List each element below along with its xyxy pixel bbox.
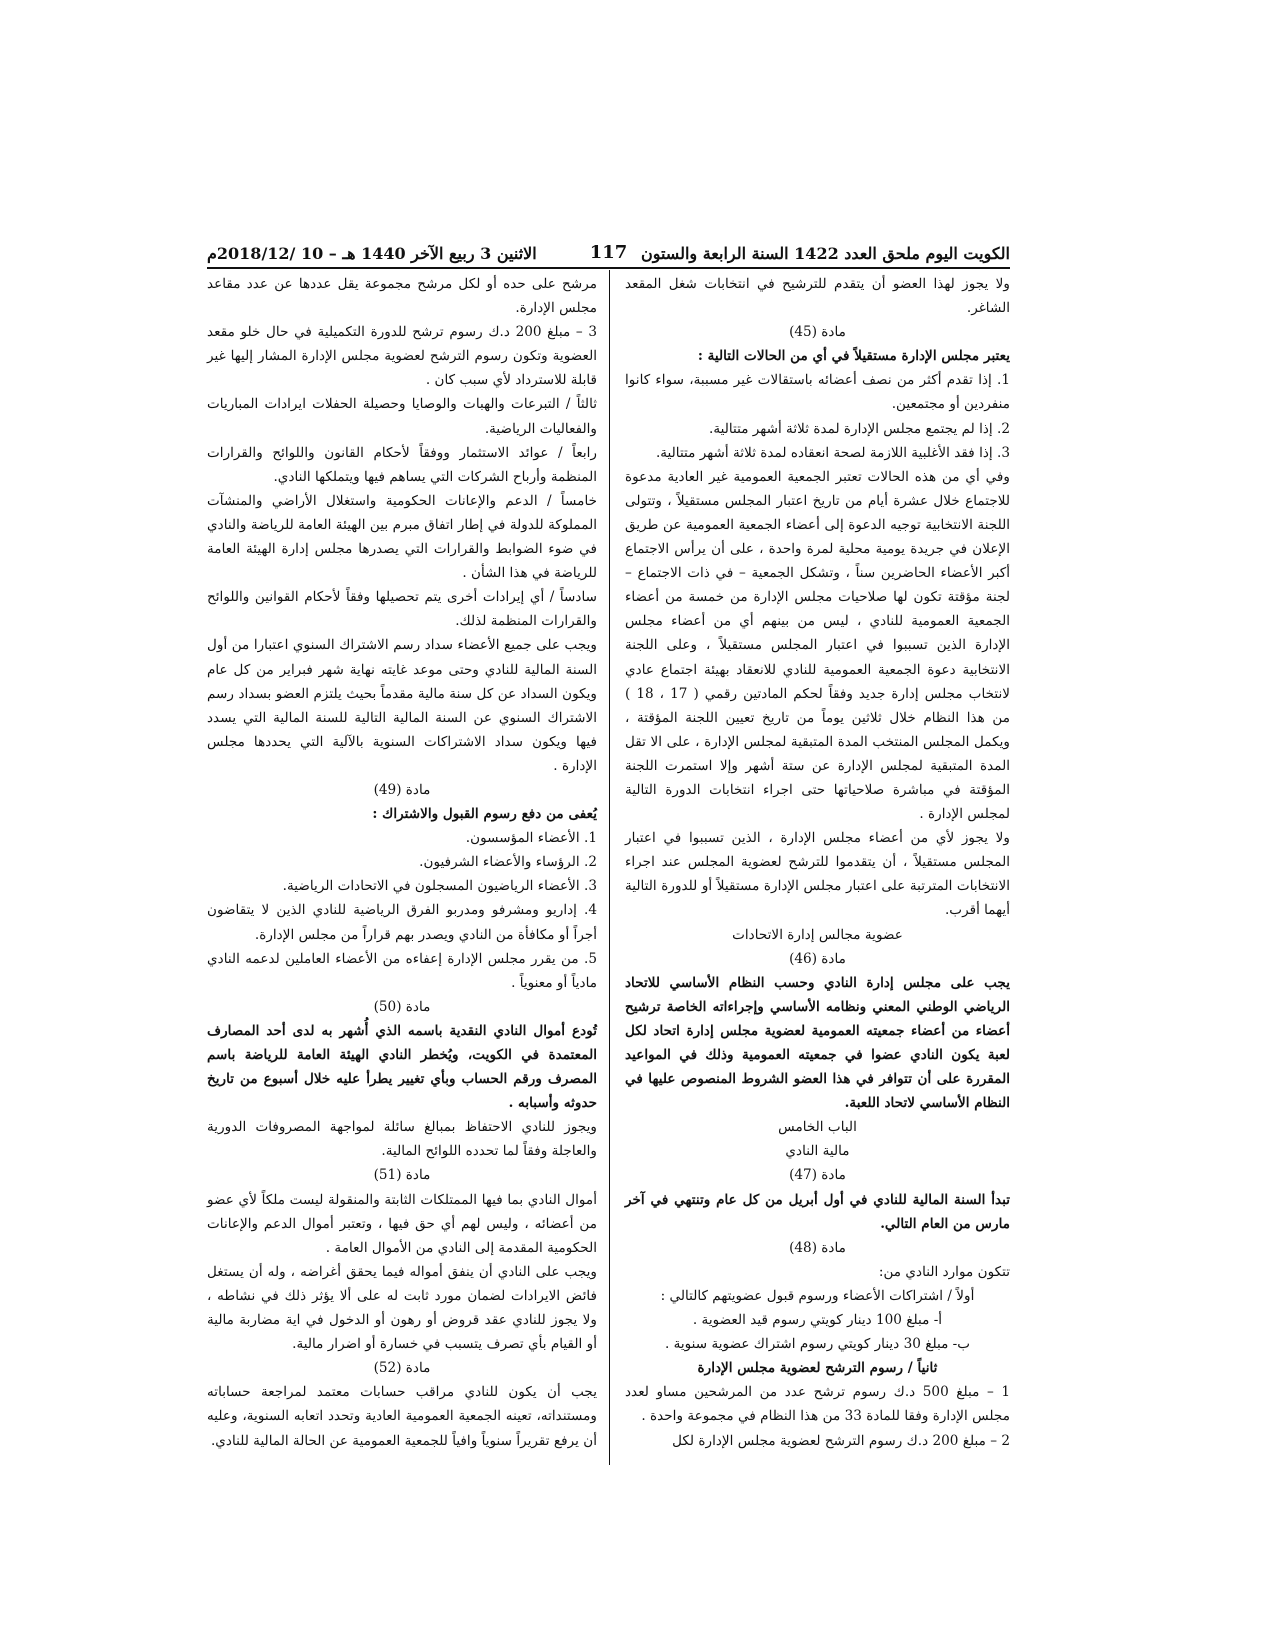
paragraph: يُعفى من دفع رسوم القبول والاشتراك : [372, 806, 597, 823]
paragraph: ولا يجوز لأي من أعضاء مجلس الإدارة ، الذين تسببوا في اعتبار المجلس مستقيلاً ، أن يتقدموا للترشح لعضوية المجلس عند اجراء الانتخابات المترتبة على اعتبار مجلس الإدارة مستقيلاً أو للدورة التالية أيهما أقرب. [625, 830, 1010, 919]
list-item: سادساً / أي إيرادات أخرى يتم تحصيلها وفقاً لأحكام القوانين واللوائح والقرارات المنظمة لذلك. [207, 589, 597, 630]
list-item: 2. الرؤساء والأعضاء الشرفيون. [419, 854, 597, 871]
page-number: 117 [589, 242, 628, 263]
paragraph: أموال النادي بما فيها الممتلكات الثابتة والمنقولة ليست ملكاً لأي عضو من أعضائه ، وليس لهم أي حق فيها ، وتعتبر أموال الدعم والإعانات الحكومية المقدمة إلى النادي من الأموال العامة . [207, 1191, 597, 1256]
paragraph: تبدأ السنة المالية للنادي في أول أبريل من كل عام وتنتهي في آخر مارس من العام التالي. [625, 1191, 1010, 1232]
page-header [207, 240, 1010, 268]
section-heading: عضوية مجالس إدارة الاتحادات [732, 926, 903, 943]
header-rule [207, 267, 1010, 269]
list-item: ثالثاً / التبرعات والهبات والوصايا وحصيلة الحفلات ايرادات المباريات والفعاليات الرياضية. [207, 396, 597, 437]
paragraph: ويجب على النادي أن ينفق أمواله فيما يحقق أغراضه ، وله أن يستغل فائض الايرادات لضمان مورد ثابت له على ألا يؤثر ذلك في نشاطه ، ولا يجوز للنادي عقد قروض أو رهون أو الدخول في اية مضاربة مالية أو القيام بأي تصرف يتسبب في خسارة أو اضرار مالية. [207, 1263, 597, 1353]
column-divider [609, 270, 610, 1465]
article-heading: مادة (52) [373, 1360, 431, 1377]
article-heading: مادة (48) [789, 1239, 846, 1256]
header-date: الاثنين 3 ربيع الآخر 1440 هـ – 10 /2018/12م [207, 244, 537, 263]
paragraph: ويجب على جميع الأعضاء سداد رسم الاشتراك السنوي اعتبارا من أول السنة المالية للنادي وحتى موعد غايته نهاية شهر فبراير من كل عام ويكون السداد عن كل سنة مالية مقدماً بحيث يلتزم العضو بسداد رسم الاشتراك السنوي عن السنة المالية التالية للسنة المالية التي يسدد فيها ويكون سداد الاشتراكات السنوية بالآلية التي يحددها مجلس الإدارة . [207, 637, 597, 774]
list-item: 3. إذا فقد الأغلبية اللازمة لصحة انعقاده لمدة ثلاثة أشهر متتالية. [655, 444, 1010, 461]
list-item: 3 – مبلغ 200 د.ك رسوم ترشح للدورة التكميلية في حال خلو مقعد العضوية وتكون رسوم الترشح لعضوية مجلس الإدارة المشار إليها غير قابلة للاسترداد لأي سبب كان . [207, 324, 597, 389]
header-issue-info: الكويت اليوم ملحق العدد 1422 السنة الرابعة والستون [640, 244, 1010, 263]
list-item: ثانياً / رسوم الترشح لعضوية مجلس الإدارة [697, 1360, 938, 1377]
list-item: ب- مبلغ 30 دينار كويتي رسوم اشتراك عضوية سنوية . [664, 1336, 971, 1353]
paragraph: تتكون موارد النادي من: [878, 1263, 1010, 1280]
chapter-heading: الباب الخامس [778, 1119, 857, 1136]
list-item: رابعاً / عوائد الاستثمار ووفقاً لأحكام القانون واللوائح والقرارات المنظمة وأرباح الشركات التي يساهم فيها ويتملكها النادي. [207, 444, 597, 485]
list-item: خامساً / الدعم والإعانات الحكومية واستغلال الأراضي والمنشآت المملوكة للدولة في إطار اتفاق مبرم بين الهيئة العامة للرياضة والنادي في ضوء الضوابط والقرارات التي يصدرها مجلس إدارة الهيئة العامة للرياضة في هذا الشأن . [207, 492, 597, 582]
paragraph: يجب على مجلس إدارة النادي وحسب النظام الأساسي للاتحاد الرياضي الوطني المعني ونظامه الأساسي وإجراءاته الخاصة ترشيح أعضاء من أعضاء جمعيته العمومية لعضوية مجلس إدارة اتحاد لكل لعبة يكون النادي عضوا في جمعيته العمومية وذلك في المواعيد المقررة على أن تتوافر في هذا العضو الشروط المنصوص عليها في النظام الأساسي لاتحاد اللعبة. [625, 974, 1010, 1112]
chapter-title: مالية النادي [785, 1143, 850, 1160]
list-item: أ- مبلغ 100 دينار كويتي رسوم قيد العضوية . [692, 1312, 943, 1329]
article-heading: مادة (49) [373, 781, 431, 798]
list-item: 1. الأعضاء المؤسسون. [465, 830, 597, 847]
paragraph: ولا يجوز لهذا العضو أن يتقدم للترشيح في انتخابات شغل المقعد الشاغر. [625, 276, 1010, 317]
list-item: 1 – مبلغ 500 د.ك رسوم ترشح عدد من المرشحين مساو لعدد مجلس الإدارة وفقا للمادة 33 من هذا النظام في مجموعة واحدة . [625, 1384, 1010, 1425]
article-heading: مادة (47) [789, 1167, 846, 1184]
article-heading: مادة (45) [789, 324, 846, 341]
article-heading: مادة (51) [373, 1167, 431, 1184]
paragraph: يعتبر مجلس الإدارة مستقيلاً في أي من الحالات التالية : [697, 348, 1010, 365]
paragraph: ويجوز للنادي الاحتفاظ بمبالغ سائلة لمواجهة المصروفات الدورية والعاجلة وفقاً لما تحدده اللوائح المالية. [207, 1119, 597, 1160]
list-item: 2 – مبلغ 200 د.ك رسوم الترشح لعضوية مجلس الإدارة لكل [672, 1432, 1010, 1449]
paragraph: مرشح على حده أو لكل مرشح مجموعة يقل عددها عن عدد مقاعد مجلس الإدارة. [207, 276, 597, 317]
list-item: 1. إذا تقدم أكثر من نصف أعضائه باستقالات غير مسببة، سواء كانوا منفردين أو مجتمعين. [625, 372, 1010, 413]
right-column [625, 272, 1010, 1453]
article-heading: مادة (50) [373, 998, 431, 1015]
list-item: 4. إداريو ومشرفو ومدربو الفرق الرياضية للنادي الذين لا يتقاضون أجراً أو مكافأة من النادي ويصدر بهم قراراً من مجلس الإدارة. [207, 902, 597, 943]
list-item: 5. من يقرر مجلس الإدارة إعفاءه من الأعضاء العاملين لدعمه النادي مادياً أو معنوياً . [207, 950, 597, 991]
paragraph: يجب أن يكون للنادي مراقب حسابات معتمد لمراجعة حساباته ومستنداته، تعينه الجمعية العمومية العادية وتحدد اتعابه السنوية، وعليه أن يرفع تقريراً سنوياً وافياً للجمعية العمومية عن الحالة المالية للنادي. [207, 1384, 597, 1449]
list-item: 2. إذا لم يجتمع مجلس الإدارة لمدة ثلاثة أشهر متتالية. [709, 420, 1010, 437]
list-item: 3. الأعضاء الرياضيون المسجلون في الاتحادات الرياضية. [282, 878, 597, 895]
list-item: أولاً / اشتراكات الأعضاء ورسوم قبول عضويتهم كالتالي : [660, 1287, 975, 1304]
paragraph: تُودع أموال النادي النقدية باسمه الذي أُشهر به لدى أحد المصارف المعتمدة في الكويت، ويُخطر النادي الهيئة العامة للرياضة باسم المصرف ورقم الحساب وبأي تغيير يطرأ عليه خلال أسبوع من تاريخ حدوثه وأسبابه . [207, 1022, 597, 1112]
left-column [207, 272, 597, 1453]
paragraph: وفي أي من هذه الحالات تعتبر الجمعية العمومية غير العادية مدعوة للاجتماع خلال عشرة أيام من تاريخ اعتبار المجلس مستقيلاً ، وتتولى اللجنة الانتخابية توجيه الدعوة إلى أعضاء الجمعية العمومية عن طريق الإعلان في جريدة يومية محلية لمرة واحدة ، على أن يرأس الاجتماع أكبر الأعضاء الحاضرين سناً ، وتشكل الجمعية – في ذات الاجتماع – لجنة مؤقتة تكون لها صلاحيات مجلس الإدارة من خمسة من أعضاء الجمعية العمومية للنادي ، ليس من بينهم أي من أعضاء مجلس الإدارة الذين تسببوا في اعتبار المجلس مستقيلاً ، وعلى اللجنة الانتخابية دعوة الجمعية العمومية للنادي للانعقاد بهيئة اجتماع عادي لانتخاب مجلس إدارة جديد وفقاً لحكم المادتين رقمي ( 17 ، 18 ) من هذا النظام خلال ثلاثين يوماً من تاريخ تعيين اللجنة المؤقتة ، ويكمل المجلس المنتخب المدة المتبقية لمجلس الإدارة ، على الا تقل المدة المتبقية لمجلس الإدارة عن ستة أشهر وإلا استمرت اللجنة المؤقتة في مباشرة صلاحياتها حتى اجراء انتخابات الدورة التالية لمجلس الإدارة . [625, 468, 1011, 823]
article-heading: مادة (46) [789, 950, 846, 967]
